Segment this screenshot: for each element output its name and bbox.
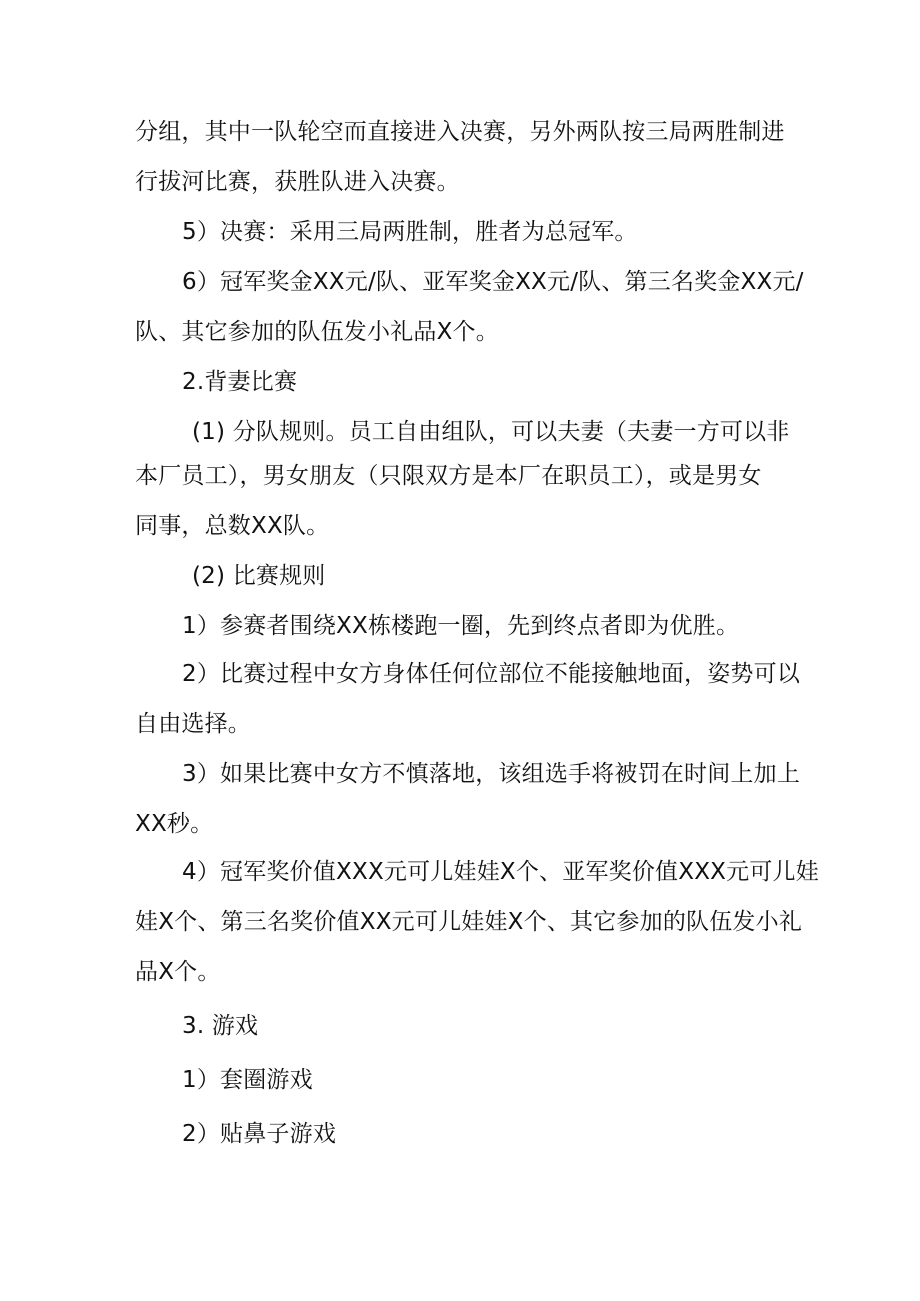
paragraph-line: 行拔河比赛，获胜队进入决赛。	[135, 169, 460, 195]
paragraph-line: 队、其它参加的队伍发小礼品X个。	[135, 319, 499, 345]
paragraph-line: 2）比赛过程中女方身体任何位部位不能接触地面，姿势可以	[182, 661, 801, 687]
paragraph-line: 1）参赛者围绕XX栋楼跑一圈，先到终点者即为优胜。	[182, 613, 740, 639]
paragraph-line: 自由选择。	[135, 711, 251, 737]
paragraph-line: 3）如果比赛中女方不慎落地，该组选手将被罚在时间上加上	[182, 761, 801, 787]
section-heading: 3. 游戏	[182, 1013, 259, 1039]
paragraph-line: 5）决赛：采用三局两胜制，胜者为总冠军。	[182, 219, 638, 245]
paragraph-line: 品X个。	[135, 959, 221, 985]
subheading: (2) 比赛规则	[192, 563, 326, 589]
section-heading: 2.背妻比赛	[182, 369, 298, 395]
list-item: 2）贴鼻子游戏	[182, 1121, 337, 1147]
paragraph-line: 本厂员工），男女朋友（只限双方是本厂在职员工），或是男女	[135, 463, 762, 489]
paragraph-line: 同事，总数XX队。	[135, 513, 330, 539]
paragraph-line: (1) 分队规则。员工自由组队，可以夫妻（夫妻一方可以非	[192, 419, 790, 445]
paragraph-line: 分组，其中一队轮空而直接进入决赛，另外两队按三局两胜制进	[135, 119, 785, 145]
paragraph-line: 娃X个、第三名奖价值XX元可儿娃娃X个、其它参加的队伍发小礼	[135, 909, 803, 935]
list-item: 1）套圈游戏	[182, 1067, 313, 1093]
paragraph-line: 6）冠军奖金XX元/队、亚军奖金XX元/队、第三名奖金XX元/	[182, 269, 804, 295]
paragraph-line: 4）冠军奖价值XXX元可儿娃娃X个、亚军奖价值XXX元可儿娃	[182, 859, 819, 885]
paragraph-line: XX秒。	[135, 811, 214, 837]
